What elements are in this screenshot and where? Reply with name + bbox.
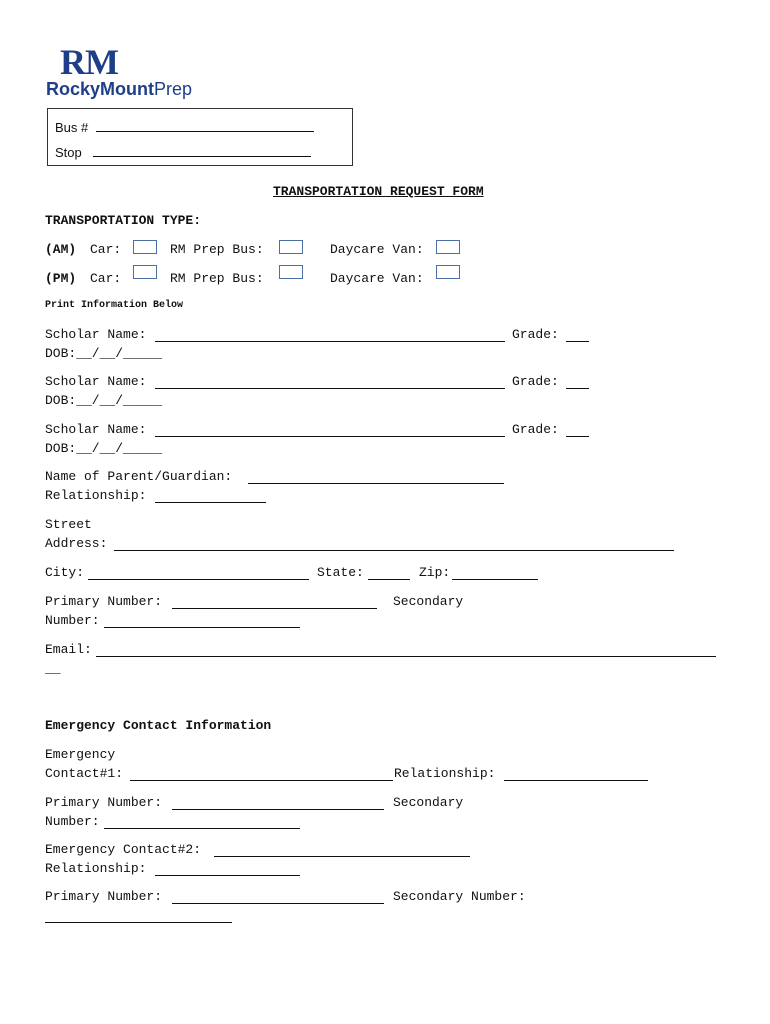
- bus-number-row: [55, 119, 314, 135]
- bus-stop-box: [47, 108, 353, 166]
- am-label: (AM): [45, 242, 77, 257]
- contact2-relationship-field[interactable]: [155, 861, 300, 876]
- contact1-relationship-label: Relationship:: [394, 766, 496, 781]
- scholar1-grade-label: Grade:: [512, 327, 559, 342]
- pm-car-label: Car:: [90, 271, 122, 286]
- state-label: State:: [317, 565, 364, 580]
- emergency-label: Emergency: [45, 747, 116, 762]
- parent-relationship-field[interactable]: [155, 488, 266, 503]
- street-label: Street: [45, 517, 92, 532]
- contact2-primary-label: Primary Number:: [45, 889, 163, 904]
- contact1-secondary-number-label: Number:: [45, 814, 100, 829]
- pm-van-label: Daycare Van:: [330, 271, 424, 286]
- scholar3-grade-field[interactable]: [566, 422, 589, 437]
- pm-bus-checkbox[interactable]: [279, 265, 303, 279]
- primary-number-field[interactable]: [172, 594, 377, 609]
- am-bus-label: RM Prep Bus:: [170, 242, 264, 257]
- email-label: Email:: [45, 642, 92, 657]
- scholar3-name-label: Scholar Name:: [45, 422, 147, 437]
- logo-letters: RM: [60, 42, 118, 82]
- scholar1-name-label: Scholar Name:: [45, 327, 147, 342]
- primary-number-label: Primary Number:: [45, 594, 163, 609]
- state-field[interactable]: [368, 565, 410, 580]
- scholar1-grade-field[interactable]: [566, 327, 589, 342]
- scholar1-dob[interactable]: DOB:__/__/_____: [45, 346, 163, 361]
- print-info-note: Print Information Below: [45, 300, 184, 311]
- bus-number-label: Bus #: [55, 120, 89, 135]
- contact2-label: Emergency Contact#2:: [45, 842, 202, 857]
- contact1-label: Contact#1:: [45, 766, 124, 781]
- secondary-number-field[interactable]: [104, 613, 300, 628]
- zip-field[interactable]: [452, 565, 538, 580]
- logo-name-bold: RockyMount: [46, 79, 154, 99]
- city-label: City:: [45, 565, 85, 580]
- scholar2-dob[interactable]: DOB:__/__/_____: [45, 393, 163, 408]
- contact2-field[interactable]: [214, 842, 470, 857]
- logo-name-light: Prep: [154, 79, 193, 99]
- scholar2-name-field[interactable]: [155, 374, 505, 389]
- am-van-checkbox[interactable]: [436, 240, 460, 254]
- logo-name: [46, 78, 192, 100]
- scholar3-grade-label: Grade:: [512, 422, 559, 437]
- contact1-field[interactable]: [130, 766, 393, 781]
- contact2-primary-field[interactable]: [172, 889, 384, 904]
- scholar3-name-field[interactable]: [155, 422, 505, 437]
- zip-label: Zip:: [419, 565, 451, 580]
- contact1-secondary-field[interactable]: [104, 814, 300, 829]
- scholar3-dob[interactable]: DOB:__/__/_____: [45, 441, 163, 456]
- parent-name-field[interactable]: [248, 469, 504, 484]
- scholar1-name-field[interactable]: [155, 327, 505, 342]
- street-address-field[interactable]: [114, 536, 674, 551]
- secondary-label: Secondary: [393, 594, 464, 609]
- email-field[interactable]: [96, 642, 716, 657]
- am-van-label: Daycare Van:: [330, 242, 424, 257]
- form-title: TRANSPORTATION REQUEST FORM: [273, 184, 484, 199]
- contact1-primary-field[interactable]: [172, 795, 384, 810]
- am-car-checkbox[interactable]: [133, 240, 157, 254]
- scholar2-name-label: Scholar Name:: [45, 374, 147, 389]
- parent-relationship-label: Relationship:: [45, 488, 147, 503]
- stop-row: [55, 144, 311, 160]
- scholar2-grade-field[interactable]: [566, 374, 589, 389]
- contact1-relationship-field[interactable]: [504, 766, 648, 781]
- scholar2-grade-label: Grade:: [512, 374, 559, 389]
- email-field-continuation: __: [45, 661, 61, 676]
- pm-car-checkbox[interactable]: [133, 265, 157, 279]
- emergency-heading: Emergency Contact Information: [45, 718, 272, 733]
- contact2-relationship-label: Relationship:: [45, 861, 147, 876]
- contact2-secondary-number-label: Secondary Number:: [393, 889, 526, 904]
- city-field[interactable]: [88, 565, 309, 580]
- parent-name-label: Name of Parent/Guardian:: [45, 469, 233, 484]
- rocky-mount-prep-logo: [46, 42, 193, 102]
- contact2-secondary-field[interactable]: [45, 908, 232, 923]
- am-bus-checkbox[interactable]: [279, 240, 303, 254]
- stop-field[interactable]: [93, 144, 311, 157]
- transportation-type-heading: TRANSPORTATION TYPE:: [45, 213, 202, 228]
- pm-van-checkbox[interactable]: [436, 265, 460, 279]
- bus-number-field[interactable]: [96, 119, 314, 132]
- pm-label: (PM): [45, 271, 77, 286]
- address-label: Address:: [45, 536, 108, 551]
- pm-bus-label: RM Prep Bus:: [170, 271, 264, 286]
- stop-label: Stop: [55, 145, 82, 160]
- contact1-primary-label: Primary Number:: [45, 795, 163, 810]
- contact1-secondary-label: Secondary: [393, 795, 464, 810]
- am-car-label: Car:: [90, 242, 122, 257]
- secondary-number-label: Number:: [45, 613, 100, 628]
